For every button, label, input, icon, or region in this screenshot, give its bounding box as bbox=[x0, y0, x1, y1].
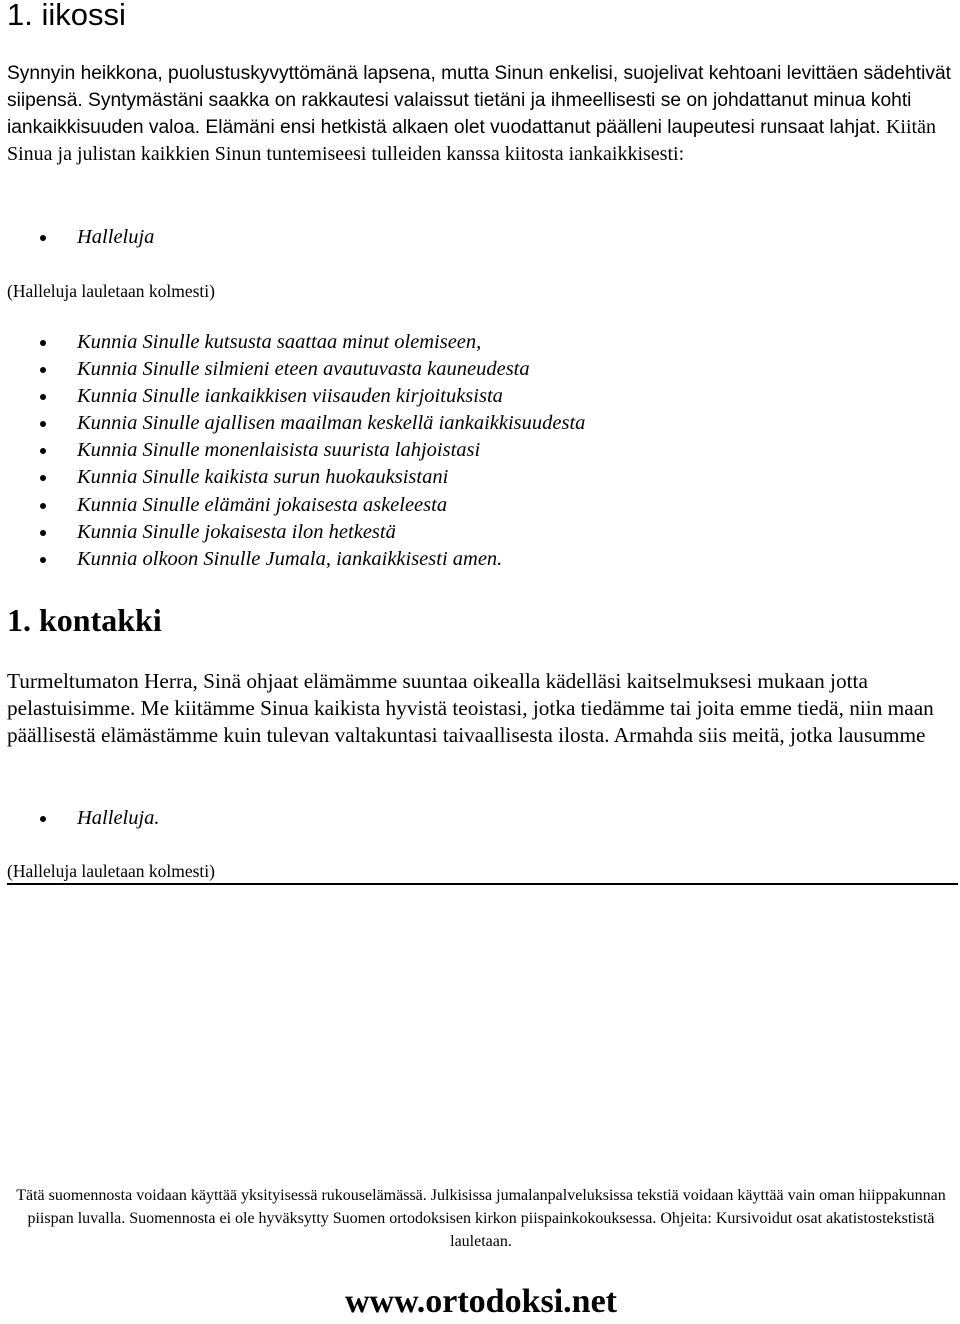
hymn-line-text: Kunnia Sinulle kaikista surun huokauksistani bbox=[77, 466, 449, 489]
ikos-heading: 1. iikossi bbox=[7, 0, 126, 32]
bullet-icon bbox=[40, 503, 46, 509]
bullet-icon bbox=[40, 421, 46, 427]
kontakki-refrain-note: (Halleluja lauletaan kolmesti) bbox=[7, 861, 215, 881]
hymn-line bbox=[7, 329, 585, 356]
ikos-paragraph bbox=[7, 60, 952, 168]
hymn-line-text: Kunnia Sinulle elämäni jokaisesta askeleesta bbox=[77, 493, 448, 516]
ikos-paragraph-sans: Synnyin heikkona, puolustuskyvyttömänä lapsena, mutta Sinun enkelisi, suojelivat kehtoani levittäen sädehtivät siipensä. Syntymästäni saakka on rakkautesi valaissut tietäni ja ihmeellisesti se on johdattanut minua kohti iankaikkisuuden valoa. Elämäni ensi hetkistä alkaen olet vuodattanut päälleni laupeutesi runsaat lahjat. bbox=[7, 63, 951, 138]
bullet-icon bbox=[40, 816, 46, 822]
hymn-line bbox=[7, 492, 585, 519]
hymn-line bbox=[7, 383, 585, 410]
kontakki-paragraph: Turmeltumaton Herra, Sinä ohjaat elämämme suuntaa oikealla kädelläsi kaitselmuksesi mukaan jotta pelastuisimme. Me kiitämme Sinua kaikista hyvistä teoistasi, jotka tiedämme tai joita emme tiedä, niin maan päällisestä elämästämme kuin tulevan valtakuntasi taivaallisesta ilosta. Armahda siis meitä, jotka lausumme bbox=[7, 669, 934, 747]
hymn-line-text: Kunnia Sinulle ajallisen maailman keskellä iankaikkisuudesta bbox=[77, 412, 586, 435]
refrain-item bbox=[7, 224, 154, 251]
refrain-text: Halleluja. bbox=[77, 807, 160, 829]
refrain-text: Halleluja bbox=[77, 226, 155, 248]
ikos-refrain-list bbox=[7, 224, 154, 251]
hymn-line bbox=[7, 356, 585, 383]
bullet-icon bbox=[40, 530, 46, 536]
hymn-line-text: Kunnia olkoon Sinulle Jumala, iankaikkisesti amen. bbox=[77, 547, 503, 570]
hymn-line bbox=[7, 437, 585, 464]
kontakki-heading: 1. kontakki bbox=[7, 602, 162, 638]
bullet-icon bbox=[40, 557, 46, 563]
bullet-icon bbox=[40, 475, 46, 481]
hymn-line-text: Kunnia Sinulle monenlaisista suurista lahjoistasi bbox=[77, 439, 481, 462]
ikos-paragraph-serif: Kiitän Sinua ja julistan kaikkien Sinun tuntemiseesi tulleiden kanssa kiitosta iankaikkisesti: bbox=[7, 116, 936, 165]
ikos-refrain-note: (Halleluja lauletaan kolmesti) bbox=[7, 281, 215, 301]
hymn-line-text: Kunnia Sinulle silmieni eteen avautuvasta kauneudesta bbox=[77, 358, 530, 381]
hymn-line bbox=[7, 519, 585, 546]
bullet-icon bbox=[40, 448, 46, 454]
footer-divider bbox=[7, 883, 958, 885]
hymn-line-text: Kunnia Sinulle kutsusta saattaa minut olemiseen, bbox=[77, 331, 482, 353]
bullet-icon bbox=[40, 235, 46, 241]
hymn-line bbox=[7, 546, 585, 573]
ikos-hymn-list bbox=[7, 329, 585, 573]
hymn-line-text: Kunnia Sinulle iankaikkisen viisauden kirjoituksista bbox=[77, 385, 503, 408]
bullet-icon bbox=[40, 394, 46, 400]
footer-note: Tätä suomennosta voidaan käyttää yksityisessä rukouselämässä. Julkisissa jumalanpalveluksissa tekstiä voidaan käyttää vain oman hiippakunnan piispan luvalla. Suomennosta ei ole hyväksytty Suomen ortodoksisen kirkon piispainkokouksessa. Ohjeita: Kursivoidut osat akatistostekstistä lauletaan. bbox=[16, 1187, 946, 1250]
refrain-item bbox=[7, 805, 160, 832]
site-url: www.ortodoksi.net bbox=[344, 1283, 618, 1320]
hymn-line bbox=[7, 464, 585, 491]
kontakki-refrain-list bbox=[7, 805, 160, 832]
hymn-line-text: Kunnia Sinulle jokaisesta ilon hetkestä bbox=[77, 520, 396, 543]
hymn-line bbox=[7, 410, 585, 437]
bullet-icon bbox=[40, 340, 46, 346]
bullet-icon bbox=[40, 367, 46, 373]
